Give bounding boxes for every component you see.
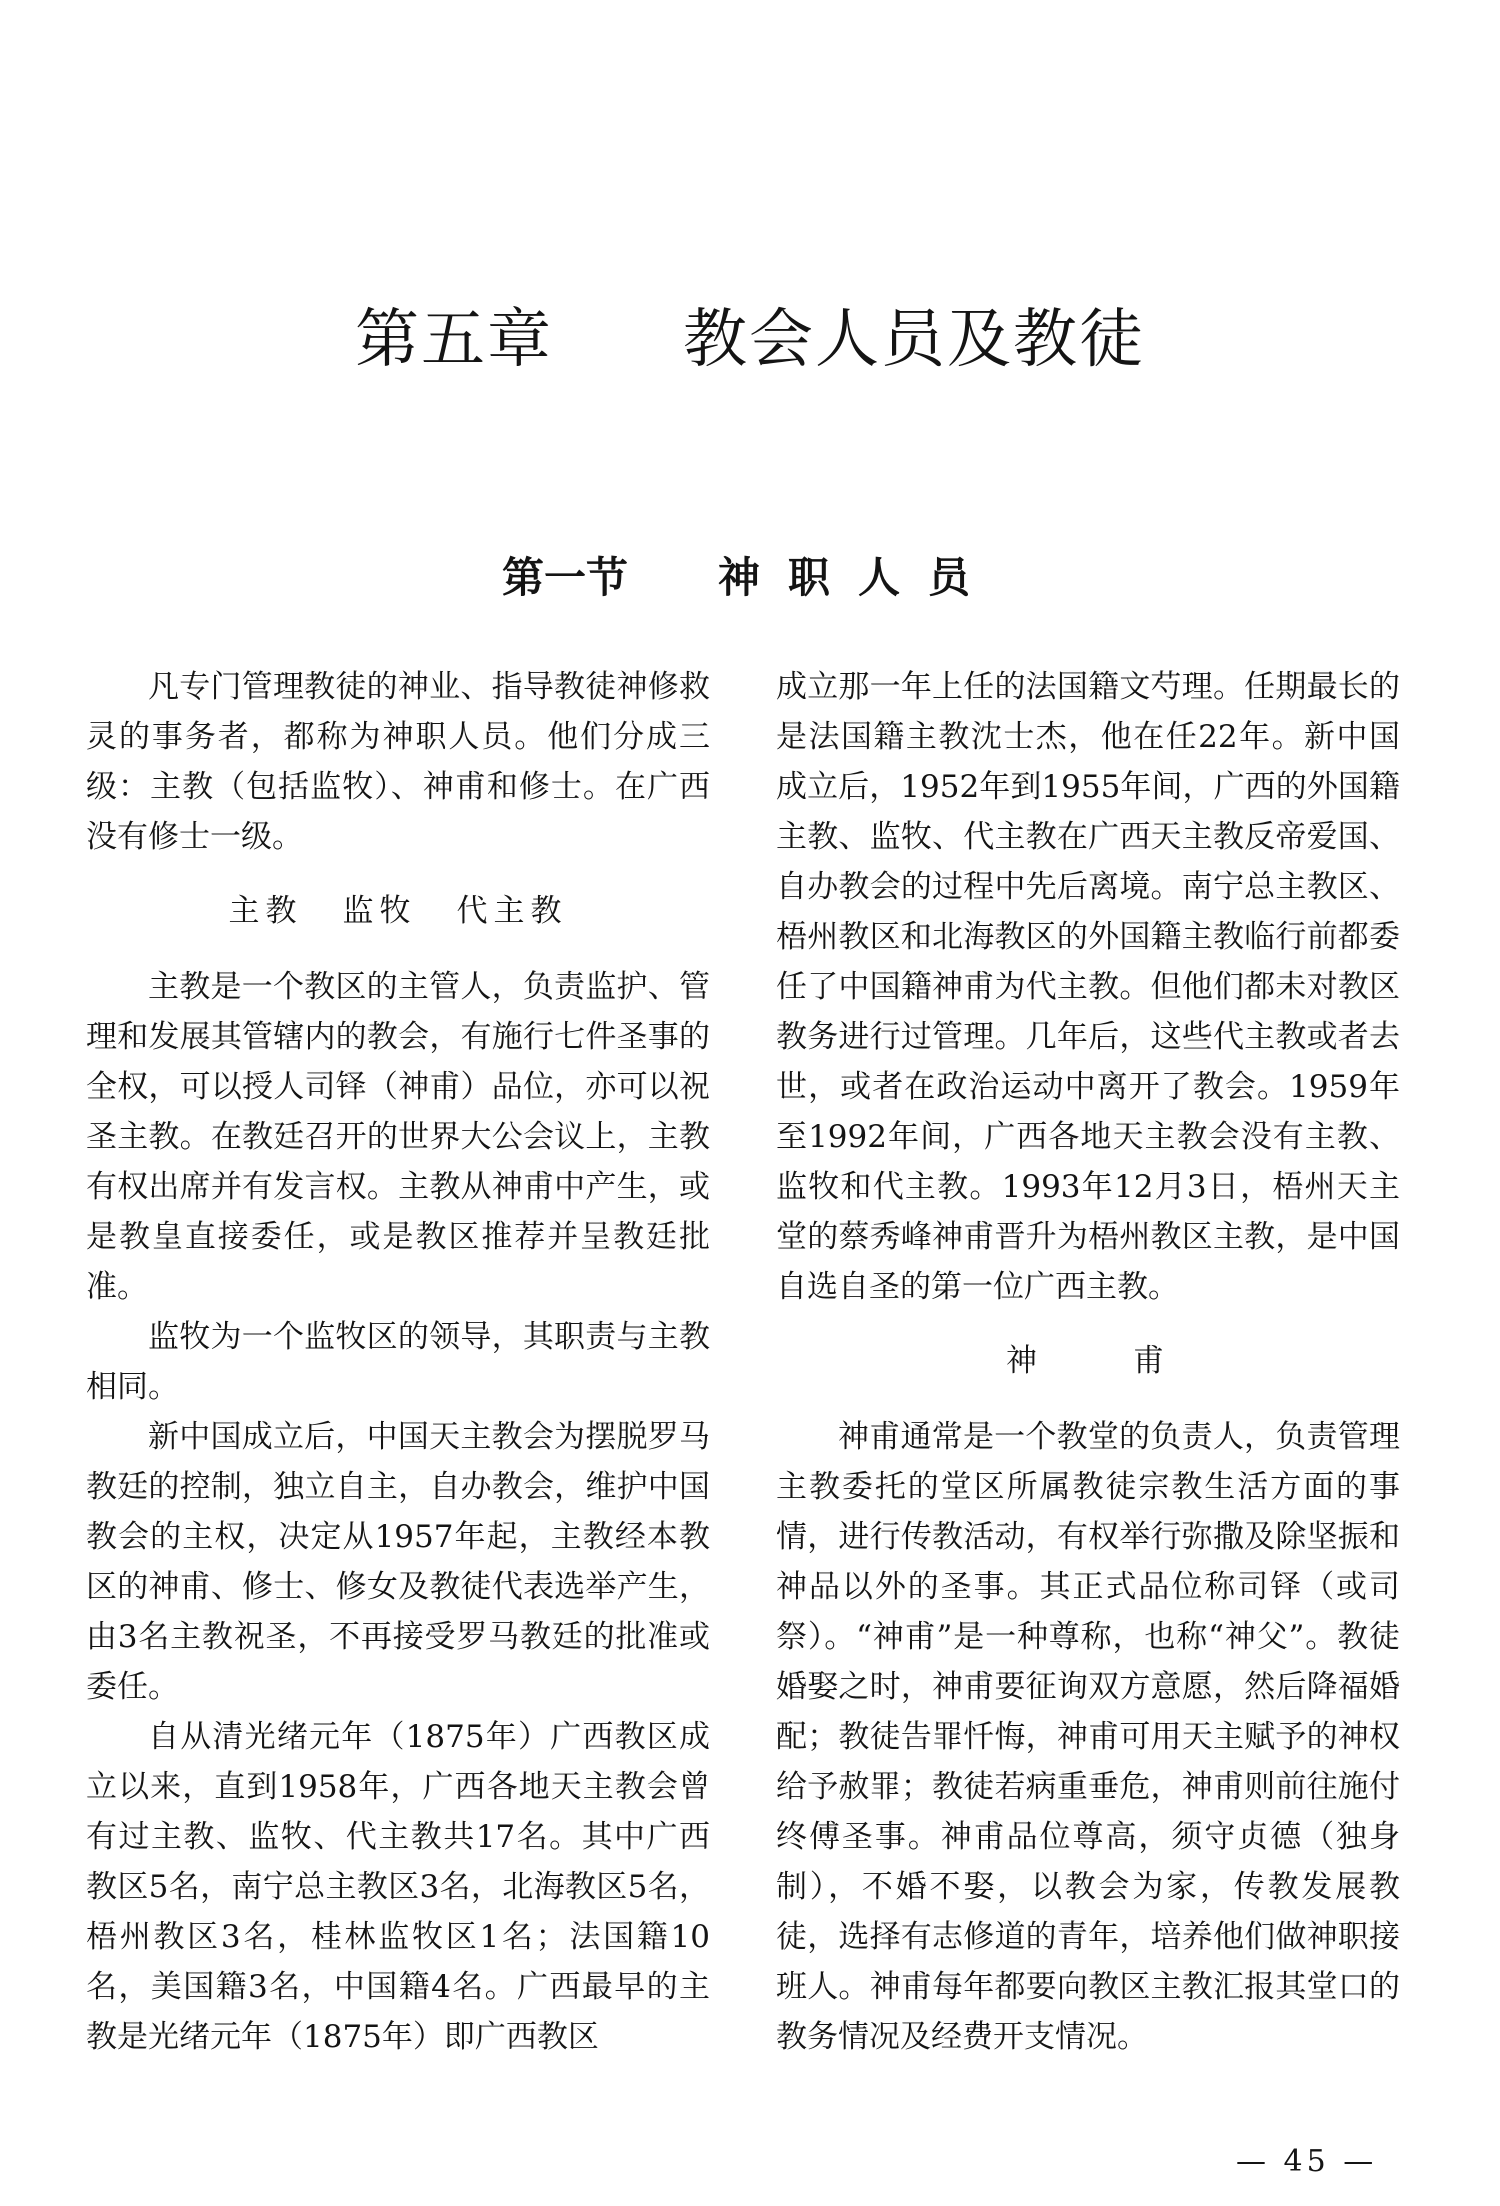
chapter-title xyxy=(0,300,1500,380)
paragraph-history: 自从清光绪元年（1875年）广西教区成立以来，直到1958年，广西各地天主教会曾有过主教、监牧、代主教共17名。其中广西教区5名，南宁总主教区3名，北海教区5名，梧州教区3名，桂林监牧区1名；法国籍10名，美国籍3名，中国籍4名。广西最早的主教是光绪元年（1875年）即广西教区 xyxy=(86,1719,710,2055)
subheading-prefect: 监牧 xyxy=(342,893,417,929)
paragraph-priest: 神甫通常是一个教堂的负责人，负责管理主教委托的堂区所属教徒宗教生活方面的事情，进行传教活动，有权举行弥撒及除坚振和神品以外的圣事。其正式品位称司铎（或司祭）。“神甫”是一种尊称，也称“神父”。教徒婚娶之时，神甫要征询双方意愿，然后降福婚配；教徒告罪忏悔，神甫可用天主赋予的神权给予赦罪；教徒若病重垂危，神甫则前往施付终傅圣事。神甫品位尊高，须守贞德（独身制），不婚不娶，以教会为家，传教发展教徒，选择有志修道的青年，培养他们做神职接班人。神甫每年都要向教区主教汇报其堂口的教务情况及经费开支情况。 xyxy=(776,1419,1400,2055)
chapter-number: 第五章 xyxy=(355,303,553,377)
paragraph-prefect: 监牧为一个监牧区的领导，其职责与主教相同。 xyxy=(86,1319,710,1405)
paragraph-bishop: 主教是一个教区的主管人，负责监护、管理和发展其管辖内的教会，有施行七件圣事的全权，可以授人司铎（神甫）品位，亦可以祝圣主教。在教廷召开的世界大公会议上，主教有权出席并有发言权。主教从神甫中产生，或是教皇直接委任，或是教区推荐并呈教廷批准。 xyxy=(86,969,710,1305)
intro-paragraph: 凡专门管理教徒的神业、指导教徒神修救灵的事务者，都称为神职人员。他们分成三级：主教（包括监牧）、神甫和修士。在广西没有修士一级。 xyxy=(86,669,710,855)
subheading-priest-char-2: 甫 xyxy=(1133,1343,1170,1379)
chapter-name: 教会人员及教徒 xyxy=(683,303,1145,377)
subheading-priest-char-1: 神 xyxy=(1006,1343,1043,1379)
subheading-bishops xyxy=(86,886,710,936)
subheading-priest xyxy=(776,1336,1400,1386)
paragraph-history-continued: 成立那一年上任的法国籍文芍理。任期最长的是法国籍主教沈士杰，他在任22年。新中国成立后，1952年到1955年间，广西的外国籍主教、监牧、代主教在广西天主教反帝爱国、自办教会的过程中先后离境。南宁总主教区、梧州教区和北海教区的外国籍主教临行前都委任了中国籍神甫为代主教。但他们都未对教区教务进行过管理。几年后，这些代主教或者去世，或者在政治运动中离开了教会。1959年至1992年间，广西各地天主教会没有主教、监牧和代主教。1993年12月3日，梧州天主堂的蔡秀峰神甫晋升为梧州教区主教，是中国自选自圣的第一位广西主教。 xyxy=(776,669,1400,1305)
section-number: 第一节 xyxy=(501,553,628,602)
right-column xyxy=(776,662,1400,2062)
subheading-vicar: 代主教 xyxy=(456,893,568,929)
paragraph-new-china: 新中国成立后，中国天主教会为摆脱罗马教廷的控制，独立自主，自办教会，维护中国教会的主权，决定从1957年起，主教经本教区的神甫、修士、修女及教徒代表选举产生，由3名主教祝圣，不再接受罗马教廷的批准或委任。 xyxy=(86,1419,710,1705)
subheading-bishop: 主教 xyxy=(228,893,303,929)
left-column xyxy=(86,662,710,2062)
section-name: 神职人员 xyxy=(718,553,999,602)
section-title xyxy=(0,548,1500,608)
page-number: — 45 — xyxy=(1236,2144,1378,2179)
